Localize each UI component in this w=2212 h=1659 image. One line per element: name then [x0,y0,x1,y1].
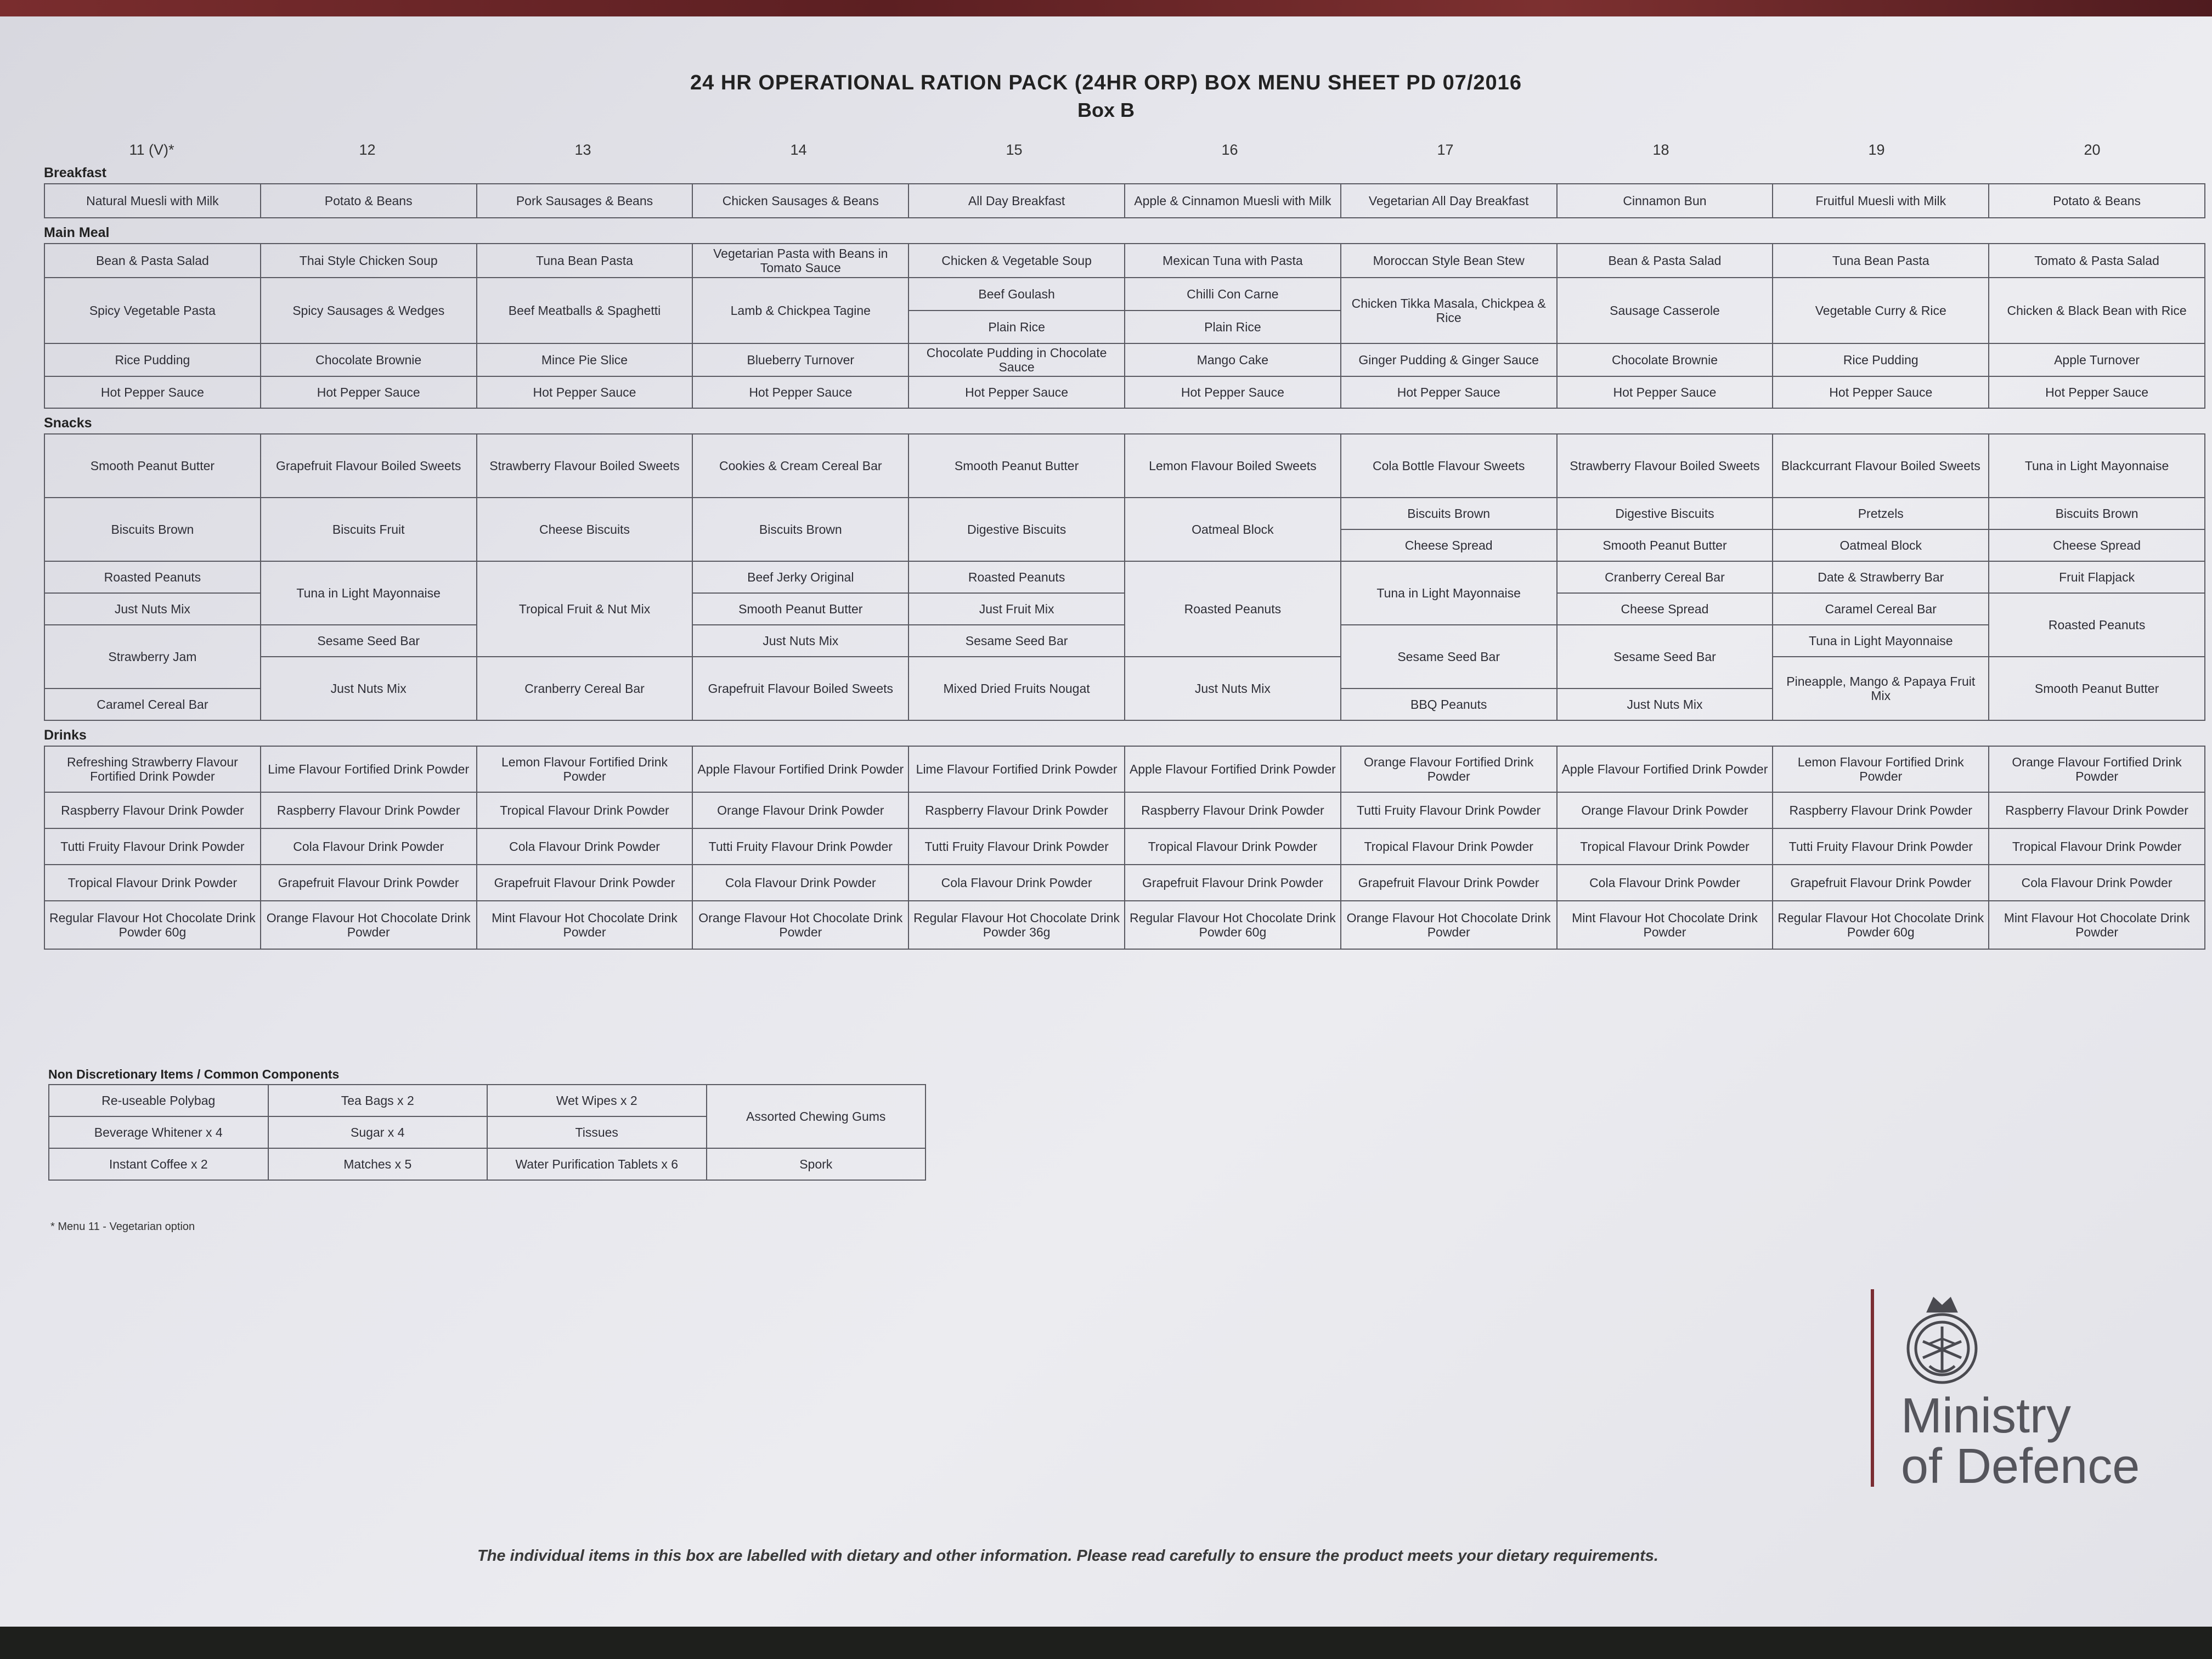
table-cell: Oatmeal Block [1773,529,1989,561]
table-cell: Vegetarian All Day Breakfast [1341,184,1557,218]
table-cell: Smooth Peanut Butter [44,434,261,498]
table-cell: Lemon Flavour Fortified Drink Powder [477,746,693,792]
table-cell: Regular Flavour Hot Chocolate Drink Powder 36g [909,901,1125,949]
table-row [44,498,2205,529]
table-cell: Tropical Flavour Drink Powder [1989,828,2205,865]
table-cell: Strawberry Flavour Boiled Sweets [1557,434,1773,498]
table-cell: Grapefruit Flavour Drink Powder [1341,865,1557,901]
table-cell: Chicken Tikka Masala, Chickpea & Rice [1341,278,1557,343]
table-cell: Digestive Biscuits [909,498,1125,561]
table-cell: Apple Flavour Fortified Drink Powder [1125,746,1341,792]
menu-number: 17 [1437,142,1454,158]
table-cell: Tropical Flavour Drink Powder [44,865,261,901]
section-label-main-meal: Main Meal [44,225,110,240]
table-cell: Lemon Flavour Boiled Sweets [1125,434,1341,498]
table-cell: Date & Strawberry Bar [1773,561,1989,593]
table-cell: Tropical Flavour Drink Powder [1557,828,1773,865]
table-cell: Chocolate Brownie [261,343,477,376]
logo-rule [1871,1289,1874,1487]
table-cell: Mint Flavour Hot Chocolate Drink Powder [1989,901,2205,949]
table-cell: Roasted Peanuts [44,561,261,593]
table-row [49,1148,926,1180]
table-cell: Hot Pepper Sauce [1125,376,1341,408]
menu-sheet [0,16,2212,1627]
table-cell: Tropical Flavour Drink Powder [1341,828,1557,865]
table-cell: Tuna in Light Mayonnaise [1989,434,2205,498]
table-cell: Hot Pepper Sauce [909,376,1125,408]
table-row [44,657,2205,689]
table-cell: BBQ Peanuts [1341,689,1557,720]
table-row [44,343,2205,376]
table-cell: Tutti Fruity Flavour Drink Powder [692,828,909,865]
table-cell: Cheese Spread [1557,593,1773,625]
table-cell: Caramel Cereal Bar [44,689,261,720]
breakfast-table [44,183,2205,218]
table-cell: Plain Rice [1125,311,1341,343]
table-cell: Biscuits Brown [1989,498,2205,529]
table-cell: Smooth Peanut Butter [1989,657,2205,720]
page-subtitle: Box B [1077,99,1135,121]
table-cell: Raspberry Flavour Drink Powder [1773,792,1989,828]
menu-number-row [44,142,2211,159]
dietary-disclaimer: The individual items in this box are labelled with dietary and other information. Please read carefully to ensure the product meets your dietary requirements. [477,1547,1658,1565]
table-cell: Cola Flavour Drink Powder [261,828,477,865]
section-label-drinks: Drinks [44,727,87,743]
table-cell: Sesame Seed Bar [909,625,1125,657]
table-cell: Just Nuts Mix [1125,657,1341,720]
table-cell: Cranberry Cereal Bar [477,657,693,720]
table-row [44,278,2205,311]
table-cell: Lemon Flavour Fortified Drink Powder [1773,746,1989,792]
table-cell: Tuna in Light Mayonnaise [1341,561,1557,625]
table-cell: Cola Flavour Drink Powder [692,865,909,901]
table-cell: Water Purification Tablets x 6 [487,1148,707,1180]
table-cell: Pineapple, Mango & Papaya Fruit Mix [1773,657,1989,720]
table-cell: Cola Flavour Drink Powder [909,865,1125,901]
table-cell: Cinnamon Bun [1557,184,1773,218]
table-cell: Mexican Tuna with Pasta [1125,244,1341,278]
table-row [44,244,2205,278]
table-cell: Lime Flavour Fortified Drink Powder [261,746,477,792]
table-cell: Roasted Peanuts [909,561,1125,593]
section-label-breakfast: Breakfast [44,165,106,180]
table-cell: Natural Muesli with Milk [44,184,261,218]
mod-wordmark-line2: of Defence [1901,1439,2140,1494]
table-row [44,901,2205,949]
table-cell: Chocolate Brownie [1557,343,1773,376]
table-cell: Tutti Fruity Flavour Drink Powder [44,828,261,865]
table-row [44,792,2205,828]
menu-number: 13 [574,142,591,158]
table-cell: All Day Breakfast [909,184,1125,218]
table-cell: Grapefruit Flavour Boiled Sweets [261,434,477,498]
table-cell: Orange Flavour Fortified Drink Powder [1341,746,1557,792]
table-cell: Apple & Cinnamon Muesli with Milk [1125,184,1341,218]
table-cell: Sugar x 4 [268,1116,488,1148]
table-cell: Just Nuts Mix [1557,689,1773,720]
menu-number: 11 (V)* [129,142,174,158]
table-cell: Hot Pepper Sauce [1989,376,2205,408]
table-cell: Plain Rice [909,311,1125,343]
table-cell: Cola Flavour Drink Powder [1557,865,1773,901]
table-cell: Matches x 5 [268,1148,488,1180]
section-label-common-components: Non Discretionary Items / Common Components [48,1067,340,1081]
table-cell: Tutti Fruity Flavour Drink Powder [1341,792,1557,828]
table-cell: Cookies & Cream Cereal Bar [692,434,909,498]
table-cell: Tropical Flavour Drink Powder [477,792,693,828]
section-label-snacks: Snacks [44,415,92,431]
table-cell: Spicy Sausages & Wedges [261,278,477,343]
table-cell: Cheese Spread [1341,529,1557,561]
table-cell: Tuna in Light Mayonnaise [1773,625,1989,657]
common-components-table [48,1084,926,1181]
table-cell: Apple Flavour Fortified Drink Powder [1557,746,1773,792]
table-cell: Hot Pepper Sauce [1341,376,1557,408]
table-cell: Potato & Beans [1989,184,2205,218]
table-cell: Hot Pepper Sauce [44,376,261,408]
menu-number: 18 [1652,142,1669,158]
table-cell: Biscuits Fruit [261,498,477,561]
table-cell: Smooth Peanut Butter [1557,529,1773,561]
table-cell: Chilli Con Carne [1125,278,1341,311]
mod-crest-icon [1895,1289,1989,1388]
table-cell: Rice Pudding [1773,343,1989,376]
table-cell: Biscuits Brown [1341,498,1557,529]
footnote: * Menu 11 - Vegetarian option [50,1221,195,1233]
table-cell: Grapefruit Flavour Drink Powder [477,865,693,901]
table-cell: Cola Bottle Flavour Sweets [1341,434,1557,498]
table-cell: Biscuits Brown [44,498,261,561]
table-cell: Beef Goulash [909,278,1125,311]
table-cell: Beef Meatballs & Spaghetti [477,278,693,343]
table-row [44,376,2205,408]
table-row [44,184,2205,218]
table-cell: Moroccan Style Bean Stew [1341,244,1557,278]
menu-number: 14 [790,142,807,158]
table-cell: Orange Flavour Hot Chocolate Drink Powder [692,901,909,949]
table-cell: Tutti Fruity Flavour Drink Powder [1773,828,1989,865]
table-cell: Smooth Peanut Butter [909,434,1125,498]
table-cell: Apple Turnover [1989,343,2205,376]
table-cell: Grapefruit Flavour Drink Powder [261,865,477,901]
table-cell: Cheese Biscuits [477,498,693,561]
table-cell: Beverage Whitener x 4 [49,1116,268,1148]
table-row [49,1085,926,1116]
table-cell: Fruit Flapjack [1989,561,2205,593]
table-cell: Regular Flavour Hot Chocolate Drink Powder 60g [1773,901,1989,949]
table-cell: Lime Flavour Fortified Drink Powder [909,746,1125,792]
table-cell: Orange Flavour Fortified Drink Powder [1989,746,2205,792]
table-cell: Wet Wipes x 2 [487,1085,707,1116]
table-cell: Chicken & Black Bean with Rice [1989,278,2205,343]
snacks-table [44,433,2205,721]
table-row [44,746,2205,792]
table-cell: Bean & Pasta Salad [44,244,261,278]
table-cell: Lamb & Chickpea Tagine [692,278,909,343]
table-cell: Mango Cake [1125,343,1341,376]
menu-tables [44,142,2211,950]
table-cell: Potato & Beans [261,184,477,218]
table-cell: Roasted Peanuts [1125,561,1341,657]
table-cell: Chocolate Pudding in Chocolate Sauce [909,343,1125,376]
table-cell: Mint Flavour Hot Chocolate Drink Powder [477,901,693,949]
table-cell: Refreshing Strawberry Flavour Fortified Drink Powder [44,746,261,792]
table-cell: Vegetarian Pasta with Beans in Tomato Sauce [692,244,909,278]
table-cell: Grapefruit Flavour Boiled Sweets [692,657,909,720]
table-cell: Sausage Casserole [1557,278,1773,343]
table-cell: Just Nuts Mix [44,593,261,625]
table-cell: Beef Jerky Original [692,561,909,593]
table-cell: Sesame Seed Bar [261,625,477,657]
table-cell: Hot Pepper Sauce [477,376,693,408]
table-cell: Chicken & Vegetable Soup [909,244,1125,278]
table-row [44,865,2205,901]
table-cell: Hot Pepper Sauce [692,376,909,408]
page-title: 24 HR OPERATIONAL RATION PACK (24HR ORP) BOX MENU SHEET PD 07/2016 [690,71,1522,94]
table-cell: Orange Flavour Hot Chocolate Drink Powder [261,901,477,949]
table-cell: Tropical Fruit & Nut Mix [477,561,693,657]
table-cell: Sesame Seed Bar [1341,625,1557,689]
table-cell: Cola Flavour Drink Powder [1989,865,2205,901]
table-cell: Blueberry Turnover [692,343,909,376]
menu-number: 15 [1006,142,1023,158]
table-cell: Fruitful Muesli with Milk [1773,184,1989,218]
common-components [48,1067,926,1181]
table-cell: Pretzels [1773,498,1989,529]
table-cell: Mince Pie Slice [477,343,693,376]
drinks-table [44,746,2205,950]
menu-number: 12 [359,142,376,158]
table-cell: Tomato & Pasta Salad [1989,244,2205,278]
table-cell: Raspberry Flavour Drink Powder [44,792,261,828]
table-cell: Cranberry Cereal Bar [1557,561,1773,593]
table-cell: Hot Pepper Sauce [261,376,477,408]
table-row [44,828,2205,865]
table-cell: Hot Pepper Sauce [1557,376,1773,408]
table-cell: Orange Flavour Hot Chocolate Drink Powder [1341,901,1557,949]
table-row [44,434,2205,466]
table-cell: Thai Style Chicken Soup [261,244,477,278]
table-cell: Tea Bags x 2 [268,1085,488,1116]
table-cell: Tuna Bean Pasta [1773,244,1989,278]
table-cell: Oatmeal Block [1125,498,1341,561]
mod-wordmark-line1: Ministry [1901,1389,2071,1443]
table-cell: Digestive Biscuits [1557,498,1773,529]
table-cell: Strawberry Flavour Boiled Sweets [477,434,693,498]
table-cell: Grapefruit Flavour Drink Powder [1773,865,1989,901]
table-cell: Orange Flavour Drink Powder [1557,792,1773,828]
table-cell: Ginger Pudding & Ginger Sauce [1341,343,1557,376]
table-cell: Mint Flavour Hot Chocolate Drink Powder [1557,901,1773,949]
table-cell: Raspberry Flavour Drink Powder [909,792,1125,828]
table-cell: Re-useable Polybag [49,1085,268,1116]
table-row [44,561,2205,593]
table-cell: Sesame Seed Bar [1557,625,1773,689]
table-cell: Tuna in Light Mayonnaise [261,561,477,625]
table-cell: Instant Coffee x 2 [49,1148,268,1180]
table-cell: Regular Flavour Hot Chocolate Drink Powder 60g [44,901,261,949]
table-cell: Biscuits Brown [692,498,909,561]
table-cell: Blackcurrant Flavour Boiled Sweets [1773,434,1989,498]
table-cell: Roasted Peanuts [1989,593,2205,657]
table-cell: Raspberry Flavour Drink Powder [261,792,477,828]
menu-number: 19 [1868,142,1885,158]
table-cell: Orange Flavour Drink Powder [692,792,909,828]
table-cell: Rice Pudding [44,343,261,376]
table-cell: Regular Flavour Hot Chocolate Drink Powder 60g [1125,901,1341,949]
table-cell: Smooth Peanut Butter [692,593,909,625]
table-cell: Tropical Flavour Drink Powder [1125,828,1341,865]
table-cell: Bean & Pasta Salad [1557,244,1773,278]
table-cell: Tissues [487,1116,707,1148]
menu-number: 20 [2084,142,2101,158]
table-cell: Grapefruit Flavour Drink Powder [1125,865,1341,901]
table-cell: Cheese Spread [1989,529,2205,561]
table-cell: Raspberry Flavour Drink Powder [1989,792,2205,828]
table-cell: Strawberry Jam [44,625,261,689]
table-cell: Mixed Dried Fruits Nougat [909,657,1125,720]
table-cell: Spork [707,1148,926,1180]
table-cell: Spicy Vegetable Pasta [44,278,261,343]
table-cell: Cola Flavour Drink Powder [477,828,693,865]
table-cell: Raspberry Flavour Drink Powder [1125,792,1341,828]
table-cell: Tuna Bean Pasta [477,244,693,278]
main-meal-table [44,243,2205,409]
table-cell: Tutti Fruity Flavour Drink Powder [909,828,1125,865]
table-cell: Just Fruit Mix [909,593,1125,625]
table-cell: Vegetable Curry & Rice [1773,278,1989,343]
table-cell: Chicken Sausages & Beans [692,184,909,218]
mod-wordmark [1901,1391,2140,1492]
table-cell: Hot Pepper Sauce [1773,376,1989,408]
table-cell: Assorted Chewing Gums [707,1085,926,1148]
table-cell: Apple Flavour Fortified Drink Powder [692,746,909,792]
table-cell: Pork Sausages & Beans [477,184,693,218]
table-cell: Just Nuts Mix [261,657,477,720]
table-cell: Just Nuts Mix [692,625,909,657]
menu-number: 16 [1221,142,1238,158]
table-cell: Caramel Cereal Bar [1773,593,1989,625]
